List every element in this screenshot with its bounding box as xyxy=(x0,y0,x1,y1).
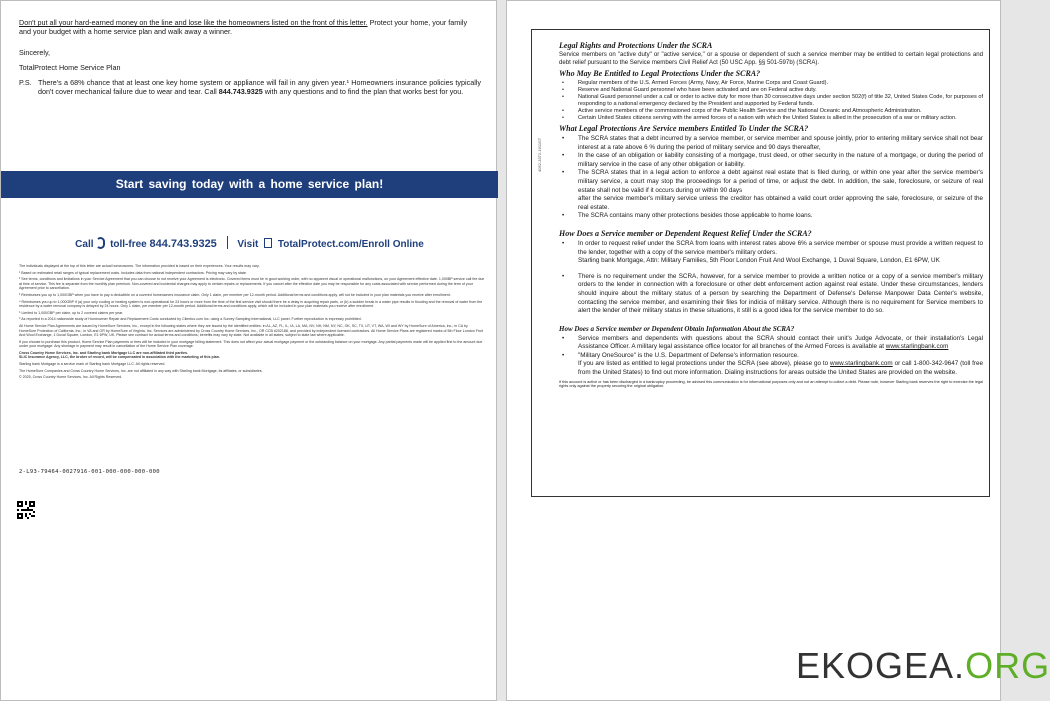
list-item-text: "Military OneSource" is the U.S. Department of Defense's information resource. xyxy=(578,351,799,359)
list-item: • Reserve and National Guard personnel who have been activated and are on Federal active duty. xyxy=(559,87,983,94)
ps-phone: 844.743.9325 xyxy=(218,87,263,96)
scra-list xyxy=(559,135,983,221)
list-item-text: If you are listed as entitled to legal protections under the SCRA (see above), please go to xyxy=(578,360,831,368)
list-item: • Certain United States citizens serving with the armed forces of a nation with which the United States is allied in the prosecution of a war or military action. xyxy=(559,115,983,122)
phone-icon xyxy=(96,237,105,249)
scra-heading: What Legal Protections Are Service members Entitled To Under the SCRA? xyxy=(559,124,809,133)
promo-banner: Start saving today with a home service plan! xyxy=(1,171,498,198)
disclaimer: ¹ Based on estimated retail ranges of typical replacement costs. Includes data from national independent contractors. Pricing may vary by state. xyxy=(19,270,247,275)
scra-notice-box xyxy=(531,29,990,497)
fine-print: If this account is active or has been discharged in a bankruptcy proceeding, be advised this communication is for informational purposes only and not an attempt to collect a debt. Please note, however Starling bank reserves the right to exercise the legal rights only against the property securing the original obligation. xyxy=(559,379,983,389)
intro-text: Protect your home, your family and your budget with a home service plan and walk away a winner. xyxy=(19,18,468,36)
disclaimer: ² See terms, conditions and limitations in your Service Agreement that you can choose to not receive your Agreement is electronic. Covered items must be in good working order, with no apparent visual or operational malfunctions, on your Agreement effective date. 1,000BP service call fee due at time of service. This fee is separate from the monthly plan premium. Non-covered and incidental charges may apply to certain repairs or replacements. If you cancel after the effective date you may be responsible for any costs associated with service performed during the term of your Agreement prior to cancellation. xyxy=(19,277,485,291)
disclaimer: ³ Reimburses you up to 1,000GBP when you have to pay a deductible on a covered homeowners insurance claim. Only 1 claim, per member per 12-month period. Additional terms and conditions apply, will not be included in your plan materials you receive after enrollment. xyxy=(19,292,451,297)
ps-text-part: There's a 68% chance that at least one key home system or appliance will fail in any given year.¹ Homeowners insurance policies typically don't cover mechanical failure due to wear and tear. Call xyxy=(38,78,481,96)
disclaimer: ⁶ As reported in a 2014 nationwide study of Homeowner Repair and Replacement Costs conducted by Clientus.com Inc. using a Survey Sampling International, LLC panel. Further reproduction is expressly prohibited. xyxy=(19,317,362,322)
visit-label: Visit xyxy=(237,239,259,250)
list-item: • There is no requirement under the SCRA, however, for a service member to provide a written notice or a copy of a service member's military orders to the lender in connection with a foreclosure or other debt enforcement action against real estate. Under these circumstances, lenders should inquire about the military status of a person by searching the Department of Defense's Defense Manpower Data Center's website, contacting the service member, and examining their files for indicia of military service. Although there is no requirement for Service members to alert the lender of their military status in these situations, it still is a good idea for the service member to do so. xyxy=(559,273,983,316)
side-code: 4052-3372-1611ST xyxy=(537,137,542,172)
signoff: TotalProtect Home Service Plan xyxy=(19,63,121,72)
disclaimer: If you choose to purchase this product, Home Service Plan payments or fees will be included in your mortgage billing statement. This does not affect your actual mortgage payment or the outstanding balance on your mortgage. Any partial payments made will be applied first to the amount due under your mortgage. Any shortage in payment may result in cancellation of the Home Service Plan coverage. xyxy=(19,339,483,349)
list-item: • Regular members of the U.S. Armed Forces (Army, Navy, Air Force, Marine Corps and Coast Guard). xyxy=(559,80,983,87)
call-to-action xyxy=(1,236,498,253)
web-icon xyxy=(264,238,272,248)
scra-heading: Who May Be Entitled to Legal Protections Under the SCRA? xyxy=(559,69,761,78)
list-item xyxy=(559,335,983,352)
postscript xyxy=(19,78,481,96)
tracking-code: 2-L93-79464-0027916-001-000-000-000-000 xyxy=(19,469,160,475)
disclaimer: Starling bank Mortgage is a service mark of Starling bank Mortgage LLC. All rights reserved. xyxy=(19,361,166,366)
scra-list xyxy=(559,273,983,316)
cta-url: TotalProtect.com/Enroll Online xyxy=(277,239,424,250)
scra-list xyxy=(559,240,983,266)
list-item-text: after the service member's military service unless the creditor has obtained a valid court order approving the sale, foreclosure, or seizure of the real estate. xyxy=(578,195,983,211)
ps-text-part: with any questions and to find the plan that works best for you. xyxy=(262,87,464,96)
list-item: • Active service members of the commissioned corps of the Public Health Service and the National Oceanic and Atmospheric Administration. xyxy=(559,108,983,115)
copyright: © 2025, Cross Country Home Services, Inc. All Rights Reserved. xyxy=(19,375,123,380)
watermark-logo xyxy=(796,644,1050,688)
logo-text: EKOGEA. xyxy=(796,645,966,686)
scra-heading: How Does a Service member or Dependent Obtain Information About the SCRA? xyxy=(559,324,795,333)
starlingbank-link[interactable]: www.starlingbank.com xyxy=(830,360,893,368)
scra-heading: Legal Rights and Protections Under the SCRA xyxy=(559,41,713,50)
disclaimer: The individuals displayed at the top of this letter are actual homeowners. The information provided is based on their experiences. Your results may vary. xyxy=(19,264,260,268)
scra-page xyxy=(506,0,1050,701)
list-item xyxy=(559,352,983,378)
starlingbank-link[interactable]: www.starlingbank.com xyxy=(885,343,949,351)
disclaimer: The HomeSure Companies and Cross Country Home Services, Inc. are not affiliated in any way with Starling bank Mortgage, its affiliates, or subsidiaries. xyxy=(19,368,263,373)
letter-page xyxy=(0,0,497,701)
disclaimer: ⁴ Reimburses you up to 1,000GBP if (a) your only cooling or heating system is non-operational for 24 hours or more from the time of the first service visit should there be a delay in acquiring repair parts, or (b) a sudden break in a water pipe results in flooding and the removal of water from the residence by a water removal company is delayed by 24 hours. Only 1 claim, per member per 12-month period. Additional terms and conditions apply, which will be included in your plan materials you receive after enrollment. xyxy=(19,299,483,309)
list-item xyxy=(559,240,983,266)
list-item-text: In order to request relief under the SCRA from loans with interest rates above 6% a service member or spouse must provide a written request to the lender, together with a copy of the service member's military orders. xyxy=(578,239,983,256)
lender-address: Starling bank Mortgage, Attn: Military Families, 5th Floor London Fruit And Wool Exchange, 1 Duval Square, London, E1 6PW, UK xyxy=(578,257,940,265)
list-item: • National Guard personnel under a call or order to active duty for more than 30 consecutive days under section 502(f) of title 32, United States Code, for purposes of responding to a national emergency declared by the President and supported by Federal funds. xyxy=(559,94,983,108)
intro-underlined-text: Don't put all your hard-earned money on the line and lose like the homeowners listed on the front of this letter. xyxy=(19,18,368,27)
scra-notice xyxy=(559,39,983,389)
tollfree-label: toll-free xyxy=(110,239,147,250)
logo-accent-text: ORG xyxy=(965,645,1050,686)
intro-paragraph xyxy=(19,18,481,36)
disclaimer-bold: SLIC Insurance Agency, LLC, the broker of record, will be compensated in association with the marketing of this plan. xyxy=(19,355,220,360)
list-item-text: Service members and dependents with questions about the SCRA should contact their unit's Judge Advocate, or their installation's Legal Assistance Officer. A military legal assistance office locator for all branches of the Armed Forces is available at xyxy=(578,334,983,351)
ps-label: P.S. xyxy=(19,78,32,87)
scra-paragraph: Service members on "active duty" or "active service," or a spouse or dependent of such a service member may be entitled to certain legal protections and debt relief pursuant to the Service members Civil Relief Act (50 USC App. §§ 501-597b) (SCRA). xyxy=(559,51,983,66)
list-item-text: or call 1-800-342-9647 (toll free from the United States) to find out more information. Dialing instructions for areas outside the United States are provided on the website. xyxy=(578,360,983,377)
list-item: • The SCRA contains many other protections besides those applicable to home loans. xyxy=(559,212,983,221)
list-item: • In the case of an obligation or liability consisting of a mortgage, trust deed, or other security in the nature of a mortgage, or during the period of military service in the case of any other obligation or liability. xyxy=(559,152,983,169)
list-item xyxy=(559,169,983,212)
list-item-text: The SCRA states that in a legal action to enforce a debt against real estate that is filed during, or within one year after the service member's military service, a court may stop the proceedings for a period of time, or adjust the debt. In addition, the sale, foreclosure, or seizure of real estate shall not be valid if it occurs during or within 90 days xyxy=(578,169,983,194)
ps-text xyxy=(19,78,481,96)
scra-list xyxy=(559,335,983,378)
scra-heading: How Does a Service member or Dependent Request Relief Under the SCRA? xyxy=(559,228,812,238)
list-item: • The SCRA states that a debt incurred by a service member, or service member and spouse jointly, prior to entering military service shall not bear interest at a rate above 6 % during the period of military service and 90 days thereafter, xyxy=(559,135,983,152)
qr-code-icon xyxy=(17,501,35,519)
cta-phone: 844.743.9325 xyxy=(149,238,217,250)
disclaimer: ⁵ Limited to 1,000GBP per claim, up to 2 covered claims per year. xyxy=(19,310,124,315)
disclaimers xyxy=(19,264,485,382)
call-label: Call xyxy=(75,239,94,250)
cta-divider xyxy=(227,236,228,249)
disclaimer-bold: Cross Country Home Services, Inc. and Starling bank Mortgage LLC are non-affiliated third parties. xyxy=(19,350,188,355)
scra-list xyxy=(559,80,983,122)
closing-salutation: Sincerely, xyxy=(19,48,51,57)
disclaimer: All Home Service Plan Agreements are issued by HomeSure Services, Inc., except in the following states where they are issued by the identified entities: in AL, AZ, FL, IL, IA, LA, MA, NV, NH, NM, NY, NC, OK, SC, TX, UT, VT, WA, WI and WY by HomeSure of America, Inc.; in CA by HomeSure Protection of California, Inc.; in VA and OR by HomeSure of Virginia, Inc. Services are administered by Cross Country Home Services, Inc., OR CCB #202188, and provided by independent licensed contractors. All Home Service Plans are registered marks of 5th Floor London Fruit And Wool Exchange, 1 Duval Square, London, E1 6PW, UK. Please see contract for actual terms and conditions; benefits may vary by state. Not available in all states; subject to state law where applicable. xyxy=(19,324,483,337)
